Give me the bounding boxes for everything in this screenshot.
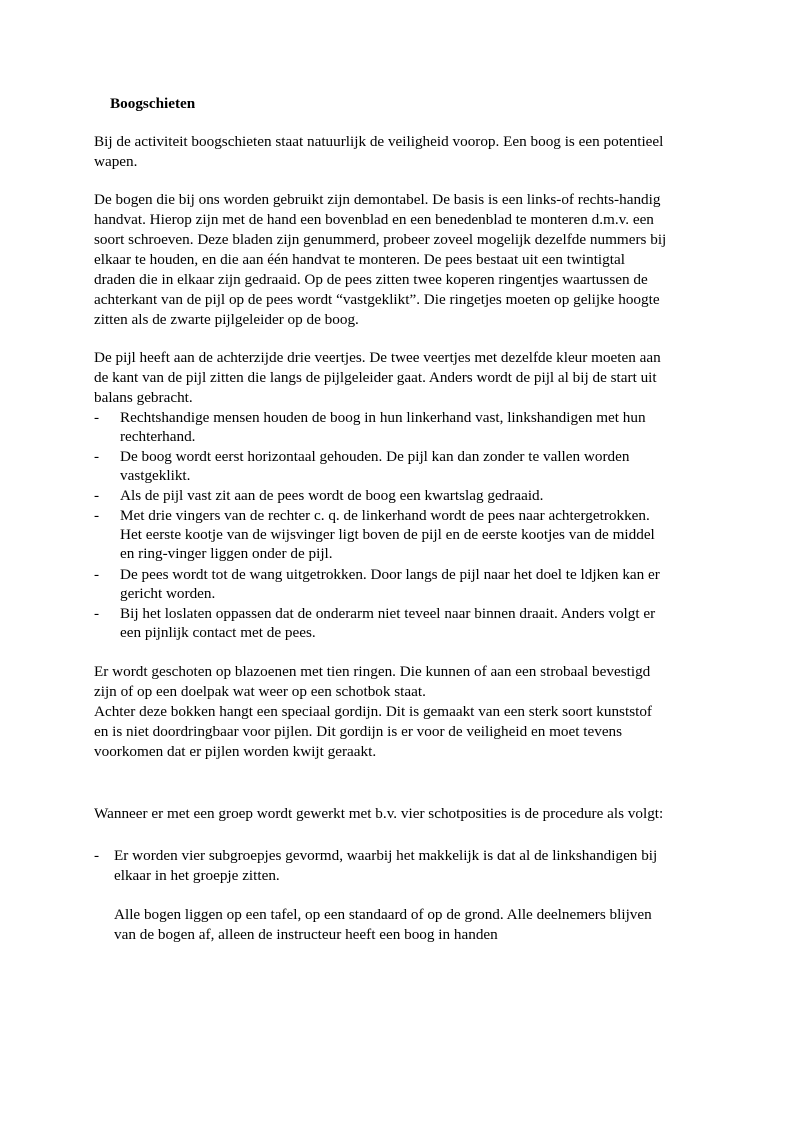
paragraph-intro	[94, 132, 714, 172]
text-line: Er worden vier subgroepjes gevormd, waarbij het makkelijk is dat al de linkshandigen bij	[114, 847, 658, 864]
text-line: de kant van de pijl zitten die langs de pijlgeleider gaat. Anders wordt de pijl al bij de start uit	[94, 369, 657, 386]
text-line: en is niet doordringbaar voor pijlen. Dit gordijn is er voor de veiligheid en moet tevens	[94, 723, 623, 740]
bullet-dash: -	[94, 487, 100, 504]
text-line: Alle bogen liggen op een tafel, op een standaard of op de grond. Alle deelnemers blijven	[114, 906, 652, 923]
bullet-dash: -	[94, 847, 100, 864]
paragraph-arrow	[94, 348, 714, 408]
text-line: draden die in elkaar zijn gedraaid. Op de pees zitten twee koperen ringentjes waartussen de	[94, 271, 648, 288]
paragraph-bows-handling	[114, 905, 734, 945]
paragraph-procedure	[94, 804, 714, 824]
text-line: soort schroeven. Deze bladen zijn genummerd, probeer zoveel mogelijk dezelfde nummers bij	[94, 231, 667, 248]
text-line: Met drie vingers van de rechter c. q. de linkerhand wordt de pees naar achtergetrokken.	[120, 507, 650, 524]
text-line: De pijl heeft aan de achterzijde drie veertjes. De twee veertjes met dezelfde kleur moeten aan	[94, 349, 661, 366]
text-line: een pijnlijk contact met de pees.	[120, 624, 316, 641]
bullet-dash: -	[94, 605, 100, 622]
text-line: vastgeklikt.	[120, 467, 191, 484]
text-line: achterkant van de pijl op de pees wordt “vastgeklikt”. Die ringetjes moeten op gelijke hoogte	[94, 291, 660, 308]
text-line: Achter deze bokken hangt een speciaal gordijn. Dit is gemaakt van een sterk soort kunststof	[94, 703, 652, 720]
document-title: Boogschieten	[110, 95, 196, 112]
text-line: van de bogen af, alleen de instructeur heeft een boog in handen	[114, 926, 498, 943]
text-line: Het eerste kootje van de wijsvinger ligt boven de pijl en de eerste kootjes van de middel	[120, 526, 655, 543]
text-line: De bogen die bij ons worden gebruikt zijn demontabel. De basis is een links-of rechts-handig	[94, 191, 661, 208]
text-line: gericht worden.	[120, 585, 216, 602]
text-line: en ring-vinger liggen onder de pijl.	[120, 545, 333, 562]
text-line: Bij het loslaten oppassen dat de onderarm niet teveel naar binnen draait. Anders volgt er	[120, 605, 656, 622]
text-line: Als de pijl vast zit aan de pees wordt de boog een kwartslag gedraaid.	[120, 487, 544, 504]
text-line: zitten als de zwarte pijlgeleider op de boog.	[94, 311, 359, 328]
text-line: balans gebracht.	[94, 389, 193, 406]
text-line: Bij de activiteit boogschieten staat natuurlijk de veiligheid voorop. Een boog is een potentieel	[94, 133, 664, 150]
paragraph-targets	[94, 662, 714, 762]
text-line: De pees wordt tot de wang uitgetrokken. Door langs de pijl naar het doel te ldjken kan er	[120, 566, 660, 583]
bullet-dash: -	[94, 507, 100, 524]
text-line: handvat. Hierop zijn met de hand een bovenblad en een benedenblad te monteren d.m.v. een	[94, 211, 654, 228]
paragraph-bows	[94, 190, 714, 330]
text-line: elkaar in het groepje zitten.	[114, 867, 280, 884]
text-line: Rechtshandige mensen houden de boog in hun linkerhand vast, linkshandigen met hun	[120, 409, 646, 426]
bullet-dash: -	[94, 448, 100, 465]
text-line: zijn of op een doelpak wat weer op een schotbok staat.	[94, 683, 426, 700]
text-line: Wanneer er met een groep wordt gewerkt met b.v. vier schotposities is de procedure als volgt:	[94, 805, 664, 822]
bullet-dash: -	[94, 566, 100, 583]
text-line: elkaar te houden, en die aan één handvat te monteren. De pees bestaat uit een twintigtal	[94, 251, 625, 268]
text-line: Er wordt geschoten op blazoenen met tien ringen. Die kunnen of aan een strobaal bevestigd	[94, 663, 651, 680]
text-line: De boog wordt eerst horizontaal gehouden. De pijl kan dan zonder te vallen worden	[120, 448, 630, 465]
text-line: voorkomen dat er pijlen worden kwijt geraakt.	[94, 743, 377, 760]
text-line: wapen.	[94, 153, 138, 170]
text-line: rechterhand.	[120, 428, 196, 445]
bullet-dash: -	[94, 409, 100, 426]
